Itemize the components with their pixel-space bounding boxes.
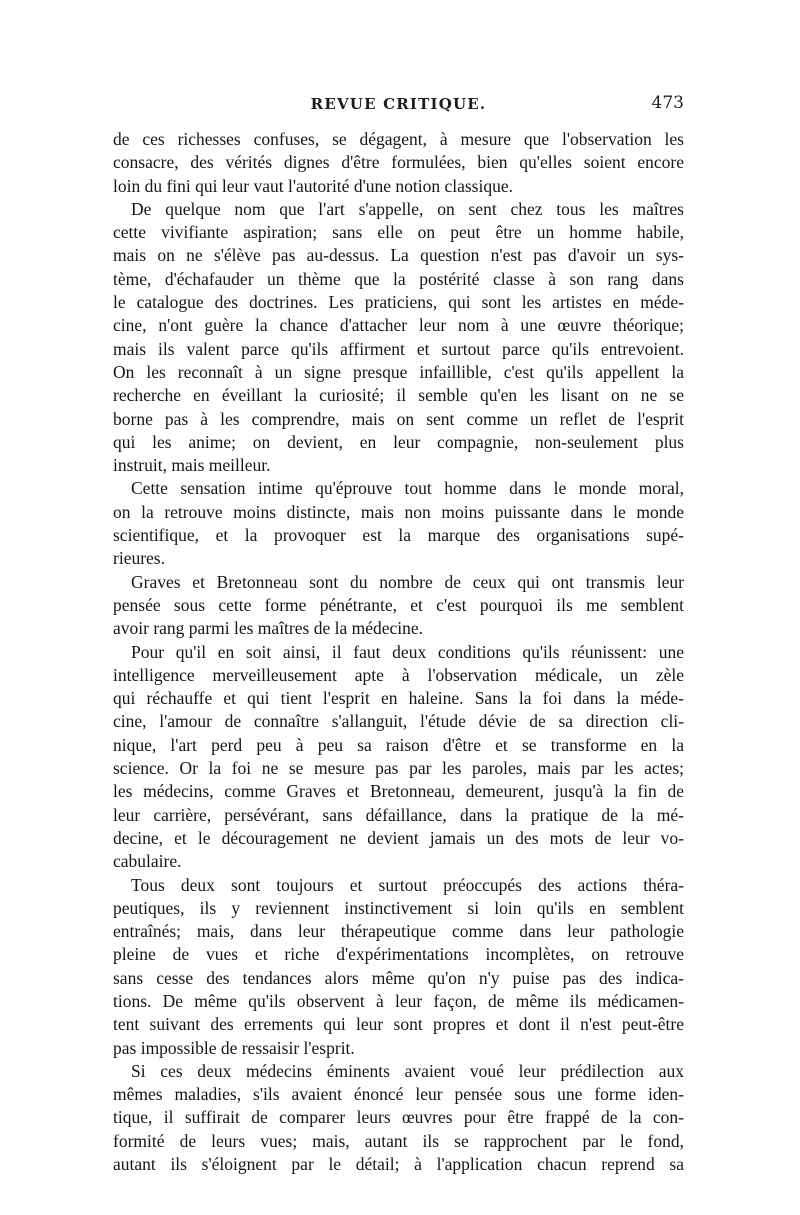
text-line: Graves et Bretonneau sont du nombre de ceux qui ont transmis leur bbox=[131, 571, 684, 592]
text-line: qui réchauffe et qui tient l'esprit en haleine. Sans la foi dans la méde- bbox=[113, 688, 684, 709]
text-line: entraînés; mais, dans leur thérapeutique comme dans leur pathologie bbox=[113, 921, 684, 942]
text-line: Cette sensation intime qu'éprouve tout homme dans le monde moral, bbox=[131, 478, 684, 499]
text-line: nique, l'art perd peu à peu sa raison d'être et se transforme en la bbox=[113, 734, 684, 755]
text-line: instruit, mais meilleur. bbox=[113, 455, 271, 476]
text-line: rieures. bbox=[113, 548, 165, 569]
text-line: autant ils s'éloignent par le détail; à l'application chacun reprend sa bbox=[113, 1154, 684, 1175]
text-line: qui les anime; on devient, en leur compagnie, non-seulement plus bbox=[113, 431, 684, 452]
text-line: tique, il suffirait de comparer leurs œuvres pour être frappé de la con- bbox=[113, 1107, 684, 1128]
text-line: tème, d'échafauder un thème que la postérité classe à son rang dans bbox=[113, 268, 684, 289]
text-line: scientifique, et la provoquer est la marque des organisations supé- bbox=[113, 525, 684, 546]
text-line: avoir rang parmi les maîtres de la médecine. bbox=[113, 618, 424, 639]
text-line: les médecins, comme Graves et Bretonneau, demeurent, jusqu'à la fin de bbox=[113, 781, 684, 802]
running-title: REVUE CRITIQUE. bbox=[310, 95, 487, 113]
text-line: cine, l'amour de connaître s'allanguit, l'étude dévie de sa direction cli- bbox=[113, 711, 684, 732]
text-line: science. Or la foi ne se mesure pas par les paroles, mais par les actes; bbox=[113, 758, 684, 779]
text-line: borne pas à les comprendre, mais on sent comme un reflet de l'esprit bbox=[113, 408, 684, 429]
text-line: decine, et le découragement ne devient jamais un des mots de leur vo- bbox=[113, 827, 684, 848]
text-line: Si ces deux médecins éminents avaient voué leur prédilection aux bbox=[131, 1060, 684, 1081]
text-line: loin du fini qui leur vaut l'autorité d'une notion classique. bbox=[113, 175, 513, 196]
text-line: cine, n'ont guère la chance d'attacher leur nom à une œuvre théorique; bbox=[113, 315, 684, 336]
text-line: tions. De même qu'ils observent à leur façon, de même ils médicamen- bbox=[113, 990, 684, 1011]
text-line: pensée sous cette forme pénétrante, et c'est pourquoi ils me semblent bbox=[113, 594, 684, 615]
text-line: mais ils valent parce qu'ils affirment et surtout parce qu'ils entrevoient. bbox=[113, 338, 684, 359]
page-number: 473 bbox=[651, 93, 684, 113]
text-line: de ces richesses confuses, se dégagent, à mesure que l'observation les bbox=[113, 129, 684, 149]
text-line: leur carrière, persévérant, sans défaillance, dans la pratique de la mé- bbox=[113, 804, 684, 825]
text-line: cabulaire. bbox=[113, 851, 182, 872]
text-line: mêmes maladies, s'ils avaient énoncé leur pensée sous une forme iden- bbox=[113, 1084, 684, 1105]
text-line: On les reconnaît à un signe presque infaillible, c'est qu'ils appellent la bbox=[113, 361, 684, 382]
text-line: formité de leurs vues; mais, autant ils se rapprochent par le fond, bbox=[113, 1130, 684, 1151]
text-line: De quelque nom que l'art s'appelle, on sent chez tous les maîtres bbox=[131, 198, 684, 219]
page-header bbox=[113, 95, 684, 119]
text-line: Tous deux sont toujours et surtout préoccupés des actions théra- bbox=[131, 874, 684, 895]
text-line: intelligence merveilleusement apte à l'observation médicale, un zèle bbox=[113, 664, 684, 685]
text-line: peutiques, ils y reviennent instinctivement si loin qu'ils en semblent bbox=[113, 897, 684, 918]
text-line: Pour qu'il en soit ainsi, il faut deux conditions qu'ils réunissent: une bbox=[131, 641, 684, 662]
text-line: recherche en éveillant la curiosité; il semble qu'en les lisant on ne se bbox=[113, 385, 684, 406]
text-line: consacre, des vérités dignes d'être formulées, bien qu'elles soient encore bbox=[113, 152, 684, 173]
text-line: cette vivifiante aspiration; sans elle on peut être un homme habile, bbox=[113, 222, 684, 243]
body-text bbox=[113, 128, 684, 1176]
text-line: le catalogue des doctrines. Les praticiens, qui sont les artistes en méde- bbox=[113, 292, 684, 313]
text-line: tent suivant des errements qui leur sont propres et dont il n'est peut-être bbox=[113, 1014, 684, 1035]
text-line: pleine de vues et riche d'expérimentations incomplètes, on retrouve bbox=[113, 944, 684, 965]
text-line: on la retrouve moins distincte, mais non moins puissante dans le monde bbox=[113, 501, 684, 522]
text-line: pas impossible de ressaisir l'esprit. bbox=[113, 1037, 355, 1058]
text-line: mais on ne s'élève pas au-dessus. La question n'est pas d'avoir un sys- bbox=[113, 245, 684, 266]
text-line: sans cesse des tendances alors même qu'on n'y puise pas des indica- bbox=[113, 967, 684, 988]
